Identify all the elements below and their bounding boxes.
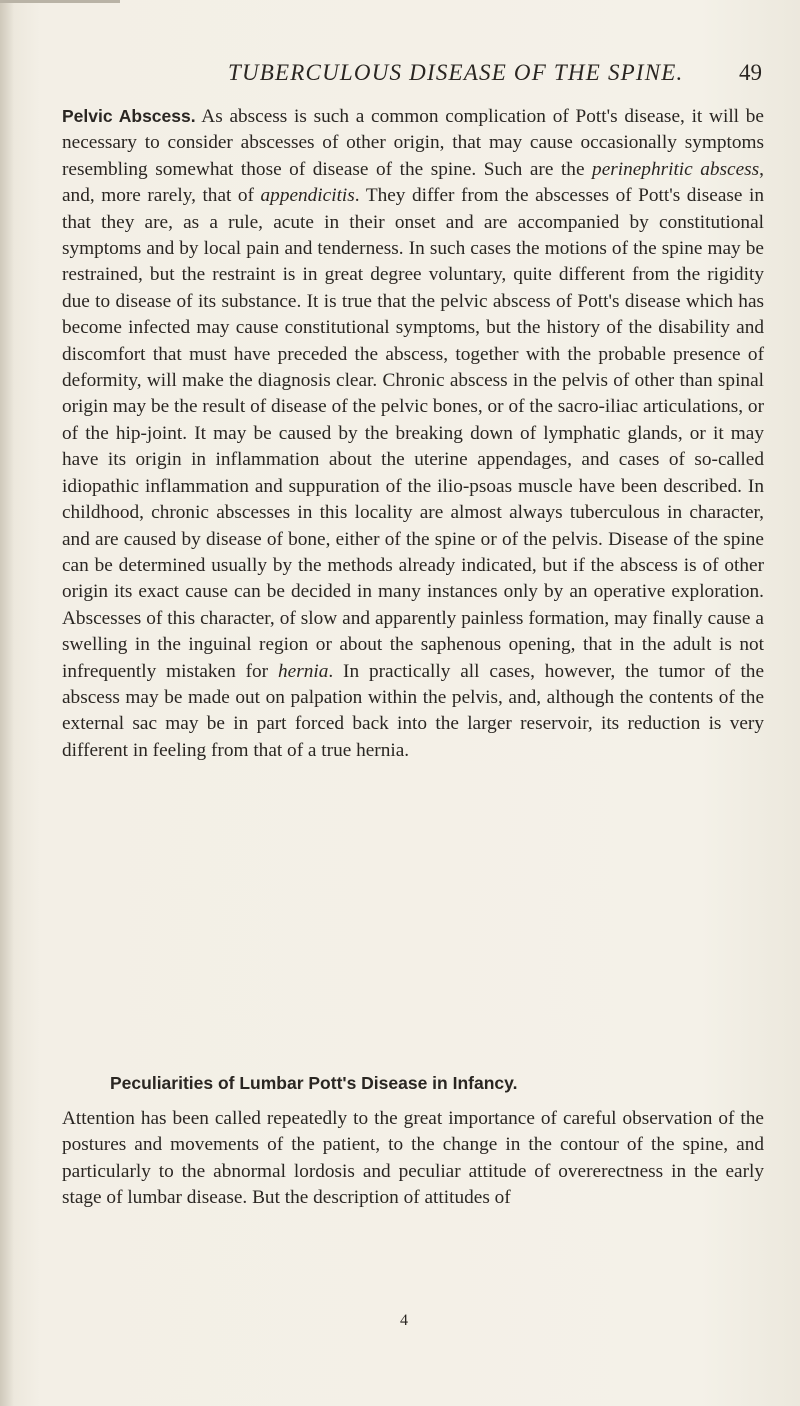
section-lumbar-infancy [62, 1106, 764, 1212]
emphasis-perinephritic: perinephritic abscess [592, 158, 760, 180]
text-segment: , and, more rarely, that of [62, 158, 764, 207]
running-title: TUBERCULOUS DISEASE OF THE SPINE. [228, 60, 684, 85]
emphasis-hernia: hernia [278, 660, 329, 682]
top-rule [0, 0, 120, 3]
emphasis-appendicitis: appendicitis [260, 185, 355, 207]
section-pelvic-abscess [62, 103, 764, 764]
paragraph-lumbar-infancy: Attention has been called repeatedly to the great importance of careful observation of the postures and movements of the patient, to the change in the contour of the spine, and particularly to the abnormal lordosis and peculiar attitude of overerectness in the early stage of lumbar disease. But the description of attitudes of [62, 1108, 764, 1209]
signature-mark: 4 [400, 1312, 408, 1329]
running-header [228, 60, 762, 96]
page-edge-shadow [0, 0, 14, 1406]
page-number: 49 [739, 60, 762, 85]
text-segment: . They differ from the abscesses of Pott's disease in that they are, as a rule, acute in their onset and are accompanied by constitutional symptoms and by local pain and tenderness. In such cases the motions of the spine may be restrained, but the restraint is in great degree voluntary, quite different from the rigidity due to disease of its substance. It is true that the pelvic abscess of Pott's disease which has become infected may cause constitutional symptoms, but the history of the disability and discomfort that must have preceded the abscess, together with the probable presence of deformity, will make the diagnosis clear. Chronic abscess in the pelvis of other than spinal origin may be the result of disease of the pelvic bones, or of the sacro-iliac articulations, or of the hip-joint. It may be caused by the breaking down of lymphatic glands, or it may have its origin in inflammation about the uterine appendages, and cases of so-called idiopathic inflammation and suppuration of the ilio-psoas muscle have been described. In childhood, chronic abscesses in this locality are almost always tuberculous in character, and are caused by disease of bone, either of the spine or of the pelvis. Disease of the spine can be determined usually by the methods already indicated, but if the abscess is of other origin its exact cause can be decided in many instances only by an operative exploration. Abscesses of this character, of slow and apparently painless formation, may finally cause a swelling in the inguinal region or about the saphenous opening, that in the adult is not infrequently mistaken for [62, 185, 765, 682]
text-segment: . In practically all cases, however, the tumor of the abscess may be made out on palpation within the pelvis, and, although the contents of the external sac may be in part forced back into the larger reservoir, its reduction is very different in feeling from that of a true hernia. [62, 660, 765, 761]
runin-heading-pelvic-abscess: Pelvic Abscess. [62, 106, 196, 126]
paragraph-pelvic-abscess [62, 103, 764, 764]
section-heading-lumbar-infancy: Peculiarities of Lumbar Pott's Disease in Infancy. [110, 1073, 518, 1093]
text-segment: As abscess is such a common complication of Pott's disease, it will be necessary to consider abscesses of other origin, that may cause occasionally symptoms resembling somewhat those of disease of the spine. Such are the [62, 106, 764, 180]
